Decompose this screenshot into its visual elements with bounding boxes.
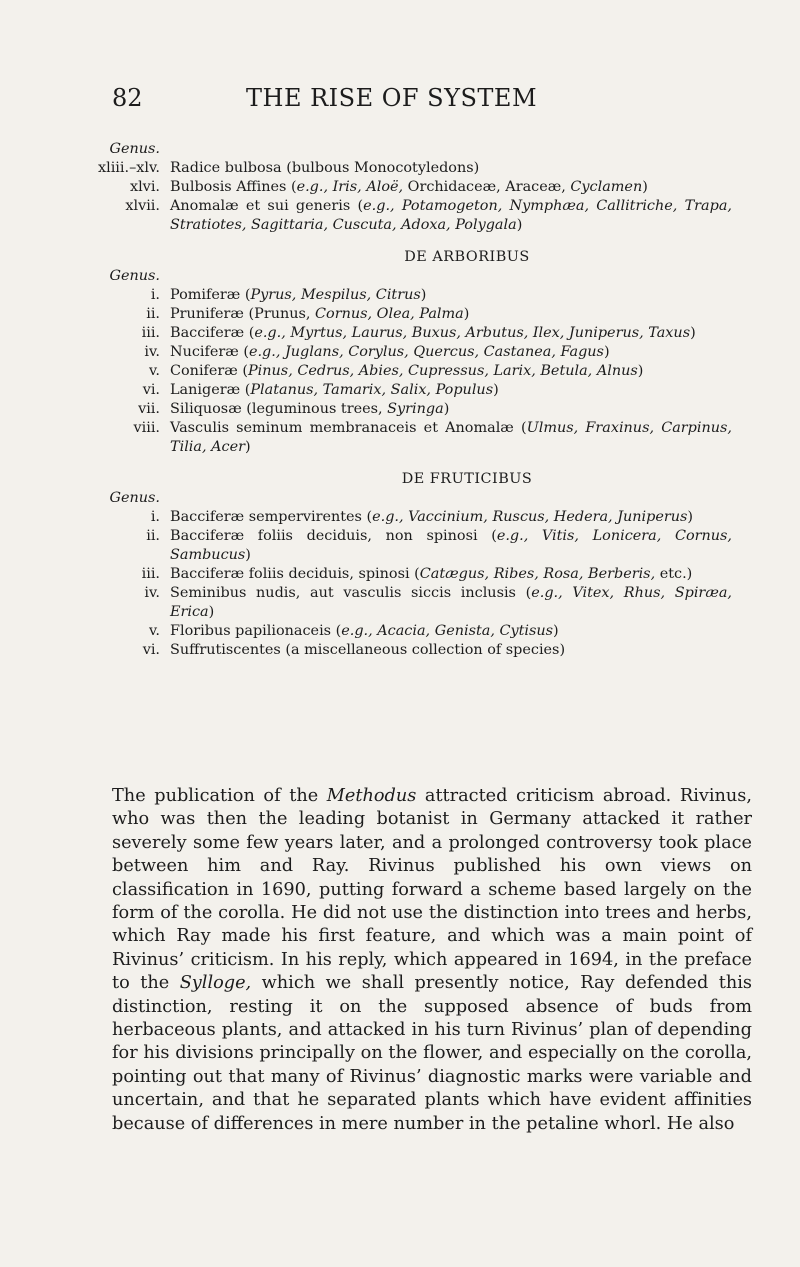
- text: etc.): [655, 566, 693, 582]
- genus-number: i.: [150, 509, 160, 525]
- running-header: [0, 84, 800, 124]
- genus-description: [170, 381, 732, 400]
- text: Seminibus nudis, aut vasculis siccis inclusis (: [170, 585, 532, 601]
- genus-entry: [92, 178, 732, 197]
- genus-entry: [92, 419, 732, 457]
- text: ): [493, 382, 499, 398]
- text: Coniferæ (: [170, 363, 248, 379]
- genus-number: ii.: [146, 528, 160, 544]
- genus-label: Genus.: [109, 490, 160, 506]
- section-heading-trees: DE ARBORIBUS: [404, 249, 530, 265]
- genus-entry: [92, 508, 732, 527]
- italic-text: e.g., Vitex, Rhus, Spiræa, Erica: [170, 585, 732, 620]
- italic-text: e.g., Vitis, Lonicera, Cornus, Sambucus: [170, 528, 733, 563]
- text: ): [690, 325, 696, 341]
- genus-number: iv.: [144, 344, 160, 360]
- genus-header-shrubs: [92, 489, 732, 508]
- genus-number: v.: [149, 363, 160, 379]
- italic-text: e.g., Iris, Aloë,: [296, 179, 404, 195]
- genus-entry: [92, 324, 732, 343]
- genus-description: [170, 286, 732, 305]
- italic-text: Syringa: [387, 401, 444, 417]
- text: attracted criticism abroad. Rivinus, who was then the leading botanist in Germany attacked it rather severely some few years later, and a prolonged controversy took place between him and Ray. Rivinus published his own views on classification in 1690, putting forward a scheme based largely on the form of the corolla. He did not use the distinction into trees and herbs, which Ray made his first feature, and which was a main point of Rivinus’ criticism. In his reply, which appeared in 1694, in the preface to the: [112, 786, 752, 994]
- text: Anomalæ et sui generis (: [170, 198, 364, 214]
- genus-entry: [92, 362, 732, 381]
- italic-text: Sylloge,: [179, 973, 252, 994]
- italic-text: Ulmus, Fraxinus, Carpinus, Tilia, Acer: [170, 420, 732, 455]
- body-paragraph: [112, 785, 752, 1136]
- text: Radice bulbosa (bulbous Monocotyledons): [170, 160, 480, 176]
- text: which we shall presently notice, Ray defended this distinction, resting it on the supposed absence of buds from herbaceous plants, and attacked in his turn Rivinus’ plan of depending for his divisions principally on the flower, and especially on the corolla, pointing out that many of Rivinus’ diagnostic marks were variable and uncertain, and that he separated plants which have evident affinities because of differences in mere number in the petaline whorl. He also: [112, 973, 752, 1134]
- genus-label: Genus.: [109, 141, 160, 157]
- italic-text: Pinus, Cedrus, Abies, Cupressus, Larix, Betula, Alnus: [247, 363, 638, 379]
- running-title: THE RISE OF SYSTEM: [246, 84, 538, 112]
- genus-header-trees: [92, 267, 732, 286]
- text: ): [553, 623, 559, 639]
- genus-entry: [92, 305, 732, 324]
- genus-description: [170, 584, 732, 622]
- text: Bacciferæ (: [170, 325, 255, 341]
- genus-entry: [92, 584, 732, 622]
- genus-description: [170, 527, 732, 565]
- text: ): [245, 547, 251, 563]
- genus-description: [170, 197, 732, 235]
- text: ): [642, 179, 648, 195]
- herbs-list: [92, 159, 732, 235]
- italic-text: e.g., Juglans, Corylus, Quercus, Castanea, Fagus: [248, 344, 604, 360]
- text: Pruniferæ (Prunus,: [170, 306, 316, 322]
- text: ): [244, 439, 251, 455]
- classification-table: [92, 140, 732, 660]
- genus-description: [170, 419, 732, 457]
- text: ): [420, 287, 427, 303]
- text: Vasculis seminum membranaceis et Anomalæ (: [170, 420, 527, 436]
- genus-number: ii.: [146, 306, 160, 322]
- text: Bacciferæ foliis deciduis, non spinosi (: [170, 528, 497, 544]
- genus-number: vi.: [142, 382, 160, 398]
- genus-number: xliii.–xlv.: [97, 160, 160, 176]
- trees-list: [92, 286, 732, 457]
- genus-description: [170, 508, 732, 527]
- italic-text: e.g., Potamogeton, Nymphæa, Callitriche, Trapa, Stratiotes, Sagittaria, Cuscuta, Adoxa, Polygala: [170, 198, 733, 233]
- italic-text: Methodus: [326, 786, 417, 806]
- genus-description: [170, 622, 732, 641]
- text: Pomiferæ (: [170, 287, 251, 303]
- text: Nuciferæ (: [170, 344, 249, 360]
- genus-entry: [92, 622, 732, 641]
- text: ): [208, 604, 215, 620]
- genus-number: xlvi.: [129, 179, 160, 195]
- section-heading-shrubs: DE FRUTICIBUS: [401, 471, 533, 487]
- genus-description: [170, 343, 732, 362]
- genus-header-herbs: [92, 140, 732, 159]
- genus-number: xlvii.: [125, 198, 160, 214]
- genus-label: Genus.: [109, 268, 160, 284]
- genus-number: vi.: [142, 642, 160, 658]
- genus-description: [170, 641, 732, 660]
- italic-text: Catægus, Ribes, Rosa, Berberis,: [419, 566, 656, 582]
- text: ): [687, 509, 694, 525]
- italic-text: Cyclamen: [570, 179, 643, 195]
- genus-number: vii.: [138, 401, 160, 417]
- genus-number: i.: [150, 287, 160, 303]
- genus-entry: [92, 381, 732, 400]
- genus-entry: [92, 565, 732, 584]
- genus-number: iii.: [141, 325, 160, 341]
- genus-description: [170, 565, 732, 584]
- text: ): [443, 401, 450, 417]
- genus-number: iii.: [141, 566, 160, 582]
- shrubs-list: [92, 508, 732, 660]
- text: Bacciferæ foliis deciduis, spinosi (: [170, 566, 420, 582]
- genus-entry: [92, 641, 732, 660]
- italic-text: Cornus, Olea, Palma: [315, 306, 464, 322]
- italic-text: Pyrus, Mespilus, Citrus: [250, 287, 421, 303]
- text: The publication of the: [112, 786, 327, 806]
- text: Bulbosis Affines (: [170, 179, 297, 195]
- page-number: 82: [112, 84, 143, 112]
- italic-text: e.g., Acacia, Genista, Cytisus: [341, 623, 554, 639]
- text: Bacciferæ sempervirentes (: [170, 509, 373, 525]
- genus-description: [170, 362, 732, 381]
- text: Suffrutiscentes (a miscellaneous collection of species): [170, 642, 566, 658]
- italic-text: Platanus, Tamarix, Salix, Populus: [250, 382, 494, 398]
- genus-description: [170, 305, 732, 324]
- text: ): [516, 217, 523, 233]
- genus-description: [170, 178, 732, 197]
- genus-number: iv.: [144, 585, 160, 601]
- genus-entry: [92, 159, 732, 178]
- italic-text: e.g., Myrtus, Laurus, Buxus, Arbutus, Ilex, Juniperus, Taxus: [254, 325, 691, 341]
- text: Orchidaceæ, Araceæ,: [403, 179, 571, 195]
- text: ): [603, 344, 610, 360]
- genus-entry: [92, 197, 732, 235]
- genus-description: [170, 159, 732, 178]
- text: ): [463, 306, 470, 322]
- text: Lanigeræ (: [170, 382, 251, 398]
- genus-description: [170, 324, 732, 343]
- italic-text: e.g., Vaccinium, Ruscus, Hedera, Juniperus: [372, 509, 688, 525]
- genus-description: [170, 400, 732, 419]
- genus-entry: [92, 343, 732, 362]
- genus-entry: [92, 527, 732, 565]
- text: ): [637, 363, 644, 379]
- text: Siliquosæ (leguminous trees,: [170, 401, 388, 417]
- genus-entry: [92, 400, 732, 419]
- genus-entry: [92, 286, 732, 305]
- genus-number: v.: [149, 623, 160, 639]
- genus-number: viii.: [133, 420, 160, 436]
- text: Floribus papilionaceis (: [170, 623, 342, 639]
